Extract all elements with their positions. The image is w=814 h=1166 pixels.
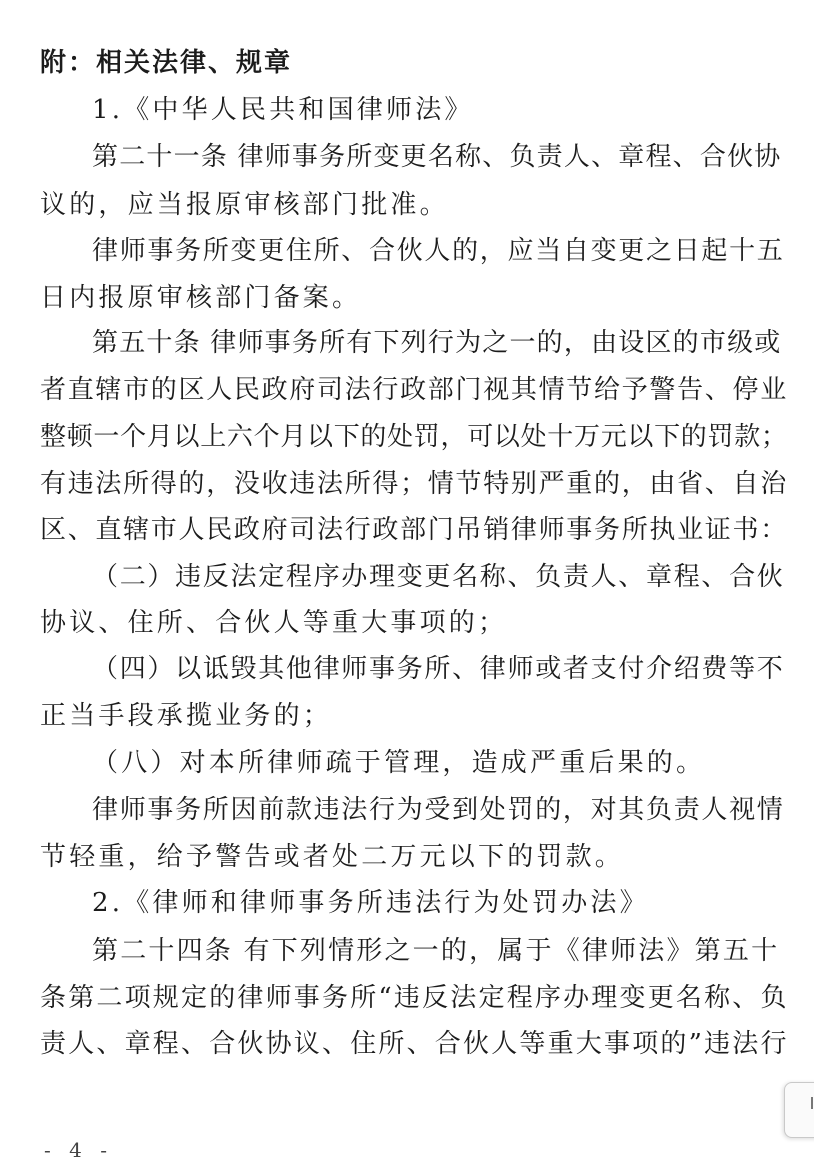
paragraph-line: （四）以诋毁其他律师事务所、律师或者支付介绍费等不 — [92, 654, 785, 684]
paragraph-line: 者直辖市的区人民政府司法行政部门视其情节给予警告、停业 — [40, 375, 788, 405]
page-number: - 4 - — [44, 1138, 113, 1162]
law-title-1: 1.《中华人民共和国律师法》 — [92, 95, 474, 125]
paragraph-line: 议的，应当报原审核部门批准。 — [40, 190, 449, 220]
law-title-2: 2.《律师和律师事务所违法行为处罚办法》 — [92, 888, 649, 918]
paragraph-line: 正当手段承揽业务的； — [40, 701, 333, 731]
paragraph-line: 协议、住所、合伙人等重大事项的； — [40, 608, 508, 638]
paragraph-line: 有违法所得的，没收违法所得；情节特别严重的，由省、自治 — [40, 469, 788, 499]
paragraph-line: 第二十一条 律师事务所变更名称、负责人、章程、合伙协 — [92, 142, 782, 172]
paragraph-line: （二）违反法定程序办理变更名称、负责人、章程、合伙 — [92, 562, 785, 592]
paragraph-line: （八）对本所律师疏于管理，造成严重后果的。 — [92, 748, 706, 778]
paragraph-line: 第五十条 律师事务所有下列行为之一的，由设区的市级或 — [92, 328, 782, 358]
side-toolbar-icon — [811, 1097, 813, 1109]
side-toolbar-button[interactable] — [784, 1082, 814, 1138]
paragraph-line: 条第二项规定的律师事务所“违反法定程序办理变更名称、负 — [40, 983, 789, 1013]
paragraph-line: 责人、章程、合伙协议、住所、合伙人等重大事项的”违法行 — [40, 1029, 789, 1059]
paragraph-line: 节轻重，给予警告或者处二万元以下的罚款。 — [40, 842, 625, 872]
paragraph-line: 律师事务所变更住所、合伙人的，应当自变更之日起十五 — [92, 236, 785, 266]
paragraph-line: 日内报原审核部门备案。 — [40, 283, 362, 313]
paragraph-line: 区、直辖市人民政府司法行政部门吊销律师事务所执业证书： — [40, 515, 788, 545]
paragraph-line: 整顿一个月以上六个月以下的处罚，可以处十万元以下的罚款； — [40, 422, 788, 452]
paragraph-line: 律师事务所因前款违法行为受到处罚的，对其负责人视情 — [92, 795, 785, 825]
paragraph-line: 第二十四条 有下列情形之一的，属于《律师法》第五十 — [92, 936, 780, 966]
section-heading: 附：相关法律、规章 — [40, 48, 293, 78]
